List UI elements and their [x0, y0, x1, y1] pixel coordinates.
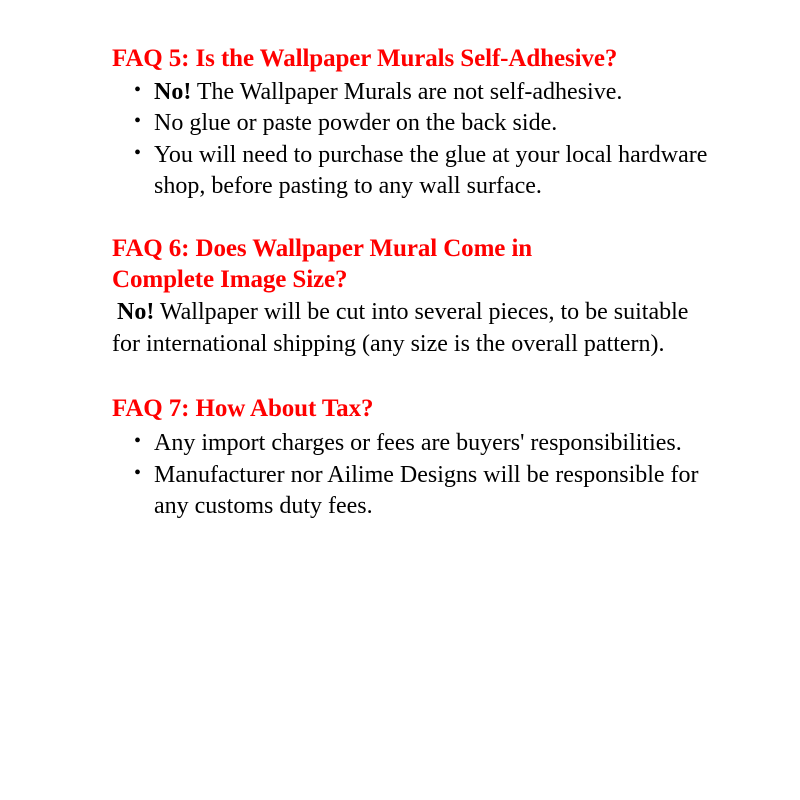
list-item-text: No glue or paste powder on the back side. [154, 110, 558, 137]
faq-heading-5-line-1: FAQ 5: Is the Wallpaper Murals Self-Adhesive? [112, 45, 618, 72]
list-item-text: The Wallpaper Murals are not self-adhesive. [191, 78, 623, 105]
list-item [112, 77, 714, 108]
list-item [112, 140, 714, 202]
faq-section-6 [112, 234, 740, 359]
faq-heading-7 [112, 394, 740, 425]
list-item [112, 108, 714, 139]
faq-section-7 [112, 394, 740, 522]
list-item-text: Manufacturer nor Ailime Designs will be responsible for any customs duty fees. [154, 462, 699, 520]
faq-paragraph-6 [112, 297, 692, 359]
list-item [112, 428, 714, 459]
faq-list-7 [112, 428, 740, 522]
faq-heading-5 [112, 44, 740, 75]
list-item-text: Any import charges or fees are buyers' responsibilities. [154, 430, 682, 457]
faq-heading-6-line-2: Complete Image Size? [112, 265, 348, 293]
faq-section-5 [112, 44, 740, 202]
faq-heading-6-line-1: FAQ 6: Does Wallpaper Mural Come in [112, 235, 533, 263]
list-item [112, 460, 714, 522]
faq-heading-7-line-1: FAQ 7: How About Tax? [112, 394, 374, 422]
faq-paragraph-6-text: Wallpaper will be cut into several pieces, to be suitable for international shipping (any size is the overall pattern). [112, 299, 689, 357]
faq-list-5 [112, 77, 740, 203]
faq-heading-6 [112, 234, 740, 295]
list-item-lead: No! [154, 78, 192, 105]
list-item-text: You will need to purchase the glue at your local hardware shop, before pasting to any wall surface. [154, 142, 708, 200]
faq-paragraph-6-lead: No! [117, 299, 155, 326]
